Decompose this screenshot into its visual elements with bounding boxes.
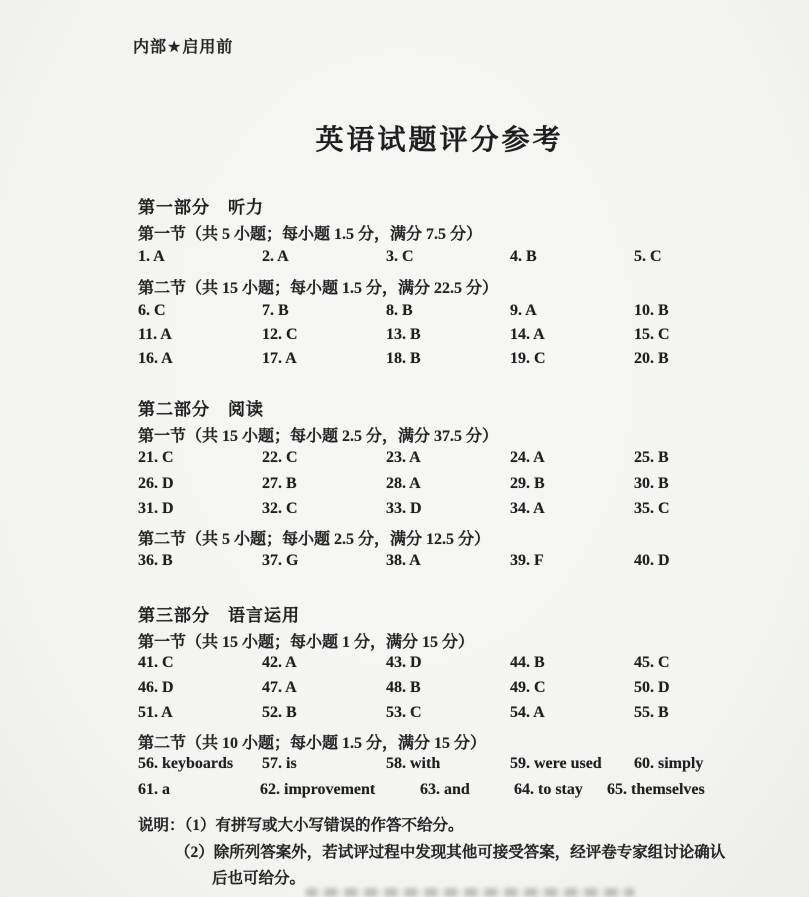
answer-cell: 54. A xyxy=(510,704,545,721)
answer-cell: 11. A xyxy=(138,326,172,343)
answer-row xyxy=(138,552,758,570)
note-line-1: 说明：（1）有拼写或大小写错误的作答不给分。 xyxy=(138,817,464,834)
answer-cell: 2. A xyxy=(262,248,289,265)
answer-cell: 30. B xyxy=(634,475,669,492)
answer-cell: 13. B xyxy=(386,326,421,343)
answer-row xyxy=(138,248,758,266)
answer-cell: 15. C xyxy=(634,326,670,343)
answer-cell: 17. A xyxy=(262,350,297,367)
answer-cell: 14. A xyxy=(510,326,545,343)
answer-cell: 43. D xyxy=(386,654,422,671)
answer-row xyxy=(138,781,705,799)
answer-cell: 18. B xyxy=(386,350,421,367)
answer-cell: 49. C xyxy=(510,679,546,696)
answer-row xyxy=(138,704,758,722)
answer-cell: 38. A xyxy=(386,552,421,569)
part2-section1-line: 第一节（共 15 小题；每小题 2.5 分，满分 37.5 分） xyxy=(138,428,499,445)
answer-row xyxy=(138,679,758,697)
answer-cell: 64. to stay xyxy=(514,781,583,798)
answer-cell: 12. C xyxy=(262,326,298,343)
part3-section2-line: 第二节（共 10 小题；每小题 1.5 分，满分 15 分） xyxy=(138,735,487,752)
answer-cell: 4. B xyxy=(510,248,537,265)
answer-cell: 9. A xyxy=(510,302,537,319)
answer-cell: 20. B xyxy=(634,350,669,367)
answer-row xyxy=(138,475,758,493)
answer-cell: 22. C xyxy=(262,449,298,466)
answer-cell: 32. C xyxy=(262,500,298,517)
scan-smudge-artifact xyxy=(305,888,635,897)
answer-cell: 59. were used xyxy=(510,755,602,772)
part2-section2-line: 第二节（共 5 小题；每小题 2.5 分，满分 12.5 分） xyxy=(138,531,491,548)
answer-cell: 37. G xyxy=(262,552,299,569)
answer-cell: 60. simply xyxy=(634,755,704,772)
answer-cell: 61. a xyxy=(138,781,170,798)
answer-cell: 16. A xyxy=(138,350,173,367)
answer-cell: 35. C xyxy=(634,500,670,517)
answer-cell: 23. A xyxy=(386,449,421,466)
answer-cell: 56. keyboards xyxy=(138,755,234,772)
answer-cell: 28. A xyxy=(386,475,421,492)
answer-cell: 39. F xyxy=(510,552,544,569)
answer-cell: 51. A xyxy=(138,704,173,721)
part1-section2-line: 第二节（共 15 小题；每小题 1.5 分，满分 22.5 分） xyxy=(138,280,499,297)
answer-cell: 5. C xyxy=(634,248,662,265)
answer-cell: 29. B xyxy=(510,475,545,492)
answer-cell: 42. A xyxy=(262,654,297,671)
answer-cell: 33. D xyxy=(386,500,422,517)
answer-row xyxy=(138,500,758,518)
answer-cell: 40. D xyxy=(634,552,670,569)
answer-cell: 62. improvement xyxy=(260,781,376,798)
answer-cell: 57. is xyxy=(262,755,297,772)
answer-cell: 63. and xyxy=(420,781,470,798)
answer-cell: 3. C xyxy=(386,248,414,265)
answer-cell: 41. C xyxy=(138,654,174,671)
note-line-2: （2）除所列答案外，若试评过程中发现其他可接受答案，经评卷专家组讨论确认 xyxy=(175,844,726,861)
answer-cell: 7. B xyxy=(262,302,289,319)
answer-cell: 8. B xyxy=(386,302,413,319)
answer-cell: 50. D xyxy=(634,679,670,696)
answer-cell: 6. C xyxy=(138,302,166,319)
answer-cell: 55. B xyxy=(634,704,669,721)
answer-cell: 21. C xyxy=(138,449,174,466)
answer-cell: 65. themselves xyxy=(607,781,705,798)
part3-section1-line: 第一节（共 15 小题；每小题 1 分，满分 15 分） xyxy=(138,634,475,651)
answer-cell: 24. A xyxy=(510,449,545,466)
answer-cell: 10. B xyxy=(634,302,669,319)
page-title: 英语试题评分参考 xyxy=(315,125,564,156)
answer-cell: 45. C xyxy=(634,654,670,671)
answer-cell: 46. D xyxy=(138,679,174,696)
answer-cell: 1. A xyxy=(138,248,165,265)
answer-row xyxy=(138,654,758,672)
answer-cell: 53. C xyxy=(386,704,422,721)
answer-row xyxy=(138,755,758,773)
answer-cell: 26. D xyxy=(138,475,174,492)
answer-cell: 58. with xyxy=(386,755,441,772)
note-line-3: 后也可给分。 xyxy=(212,870,306,887)
answer-cell: 19. C xyxy=(510,350,546,367)
answer-cell: 36. B xyxy=(138,552,173,569)
answer-cell: 34. A xyxy=(510,500,545,517)
answer-row xyxy=(138,350,758,368)
answer-cell: 25. B xyxy=(634,449,669,466)
answer-cell: 47. A xyxy=(262,679,297,696)
answer-cell: 52. B xyxy=(262,704,297,721)
part2-heading: 第二部分 阅读 xyxy=(138,400,264,419)
part3-heading: 第三部分 语言运用 xyxy=(138,606,300,625)
answer-cell: 48. B xyxy=(386,679,421,696)
answer-cell: 44. B xyxy=(510,654,545,671)
answer-row xyxy=(138,302,758,320)
answer-cell: 27. B xyxy=(262,475,297,492)
part1-heading: 第一部分 听力 xyxy=(138,198,264,217)
part1-section1-line: 第一节（共 5 小题；每小题 1.5 分，满分 7.5 分） xyxy=(138,226,483,243)
answer-row xyxy=(138,449,758,467)
answer-cell: 31. D xyxy=(138,500,174,517)
answer-row xyxy=(138,326,758,344)
security-notice: 内部★启用前 xyxy=(133,39,234,56)
